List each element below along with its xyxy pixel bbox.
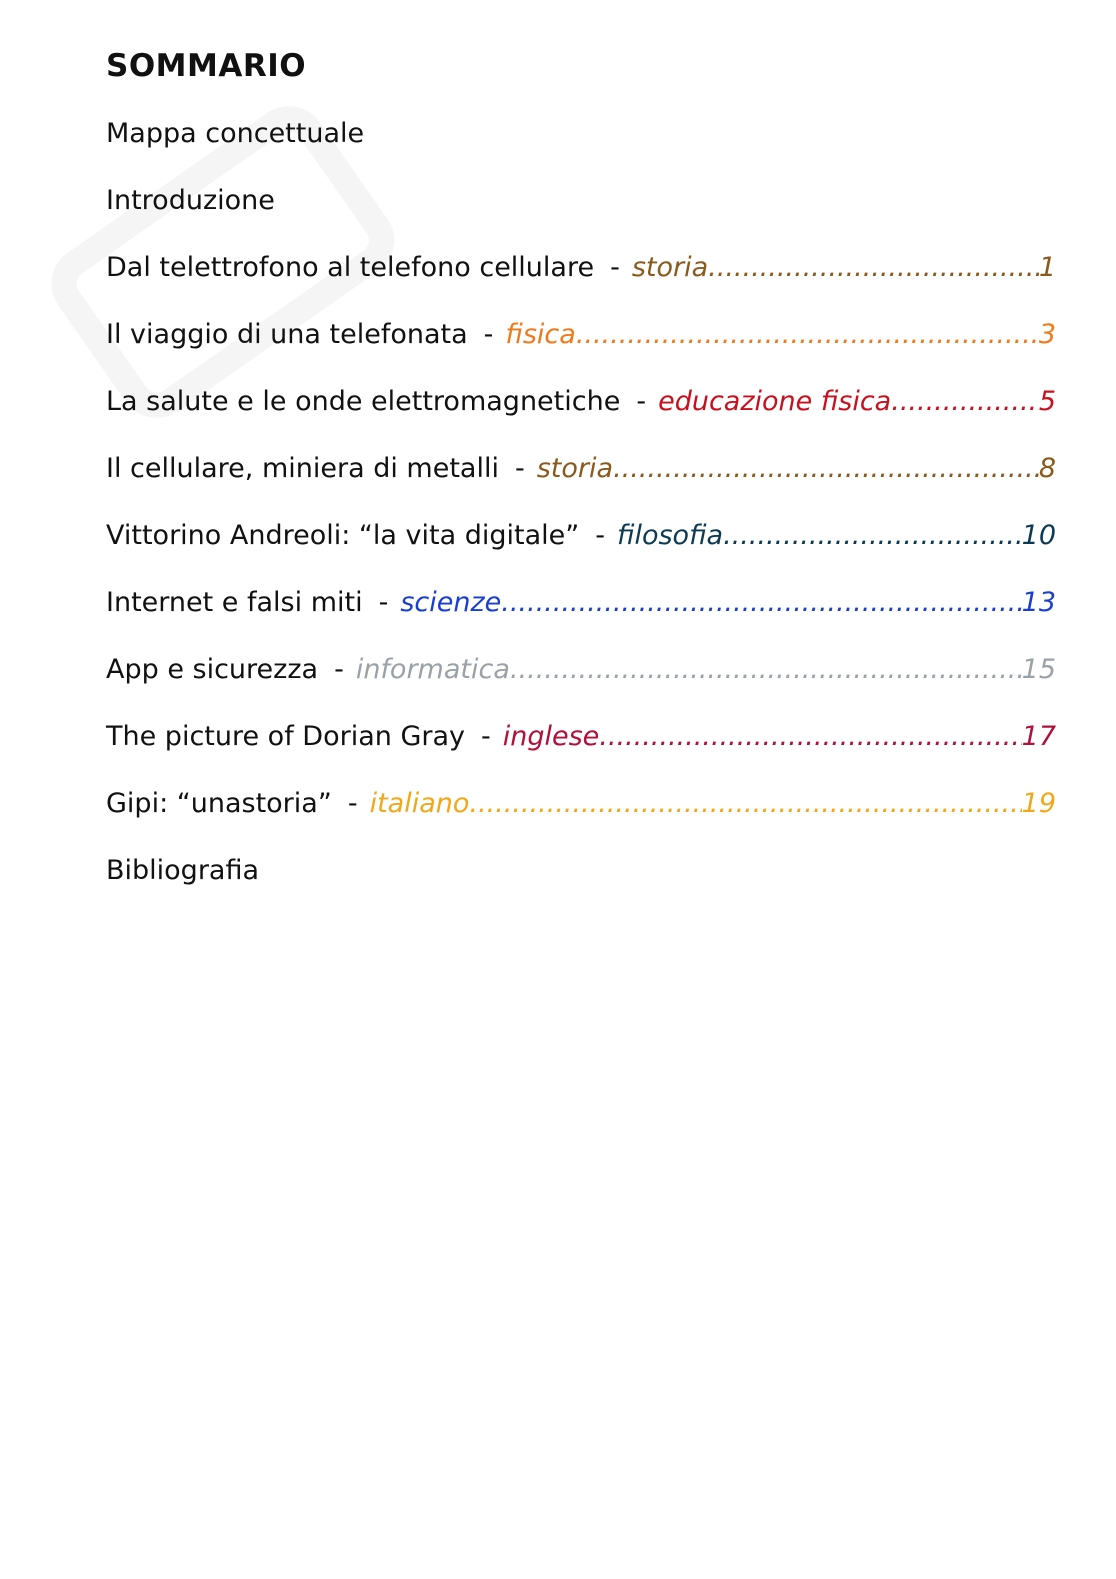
toc-entry[interactable] (106, 849, 1056, 916)
toc-entry-label: Gipi: “unastoria” (106, 788, 332, 819)
toc-entry-subject: inglese (502, 721, 600, 752)
toc-leader-dots (599, 715, 1021, 759)
toc-leader-dots (708, 246, 1039, 290)
toc-entry-separator: - (481, 721, 491, 752)
toc-entry-separator: - (483, 319, 494, 350)
toc-entry-subject: storia (536, 453, 614, 484)
toc-entry[interactable] (106, 313, 1056, 380)
toc-entry-subject: scienze (400, 587, 502, 618)
toc-entry[interactable] (106, 581, 1056, 648)
toc-entry-separator: - (378, 587, 389, 618)
toc-entry-subject: filosofia (617, 520, 724, 551)
toc-entry-separator: - (595, 520, 606, 551)
toc-entry-separator: - (334, 654, 344, 685)
toc-entry-subject: educazione fisica (658, 386, 892, 417)
toc-entry[interactable] (106, 246, 1056, 313)
toc-entry-separator: - (610, 252, 620, 283)
toc-entry[interactable] (106, 380, 1056, 447)
toc-list (106, 112, 1056, 916)
toc-entry[interactable] (106, 179, 1056, 246)
toc-entry-subject: fisica (505, 319, 576, 350)
toc-entry[interactable] (106, 514, 1056, 581)
toc-entry-label: Mappa concettuale (106, 118, 365, 149)
toc-entry-page-number: 10 (1021, 520, 1056, 551)
toc-entry-subject: storia (631, 252, 709, 283)
toc-entry-label: Dal telettrofono al telefono cellulare (106, 252, 595, 283)
toc-entry-page-number: 5 (1038, 386, 1056, 417)
toc-entry-page-number: 3 (1038, 319, 1056, 350)
toc-entry-separator: - (347, 788, 358, 819)
toc-entry-label: Il cellulare, miniera di metalli (106, 453, 499, 484)
toc-entry-subject: informatica (355, 654, 510, 685)
toc-entry-label: Introduzione (106, 185, 275, 216)
toc-entry-page-number: 13 (1021, 587, 1056, 618)
toc-entry-page-number: 15 (1021, 654, 1056, 685)
toc-entry-label: App e sicurezza (106, 654, 319, 685)
toc-entry[interactable] (106, 447, 1056, 514)
toc-entry[interactable] (106, 715, 1056, 782)
toc-leader-dots (723, 514, 1022, 558)
toc-entry-label: Internet e falsi miti (106, 587, 363, 618)
toc-entry-page-number: 1 (1038, 252, 1056, 283)
table-of-contents-page (106, 44, 1056, 916)
toc-leader-dots (613, 447, 1039, 491)
toc-leader-dots (576, 313, 1039, 357)
toc-entry-page-number: 8 (1038, 453, 1056, 484)
toc-entry-separator: - (636, 386, 647, 417)
toc-entry-label: Vittorino Andreoli: “la vita digitale” (106, 520, 580, 551)
toc-entry-label: Bibliografia (106, 855, 260, 886)
toc-entry[interactable] (106, 112, 1056, 179)
toc-entry[interactable] (106, 648, 1056, 715)
toc-entry-label: Il viaggio di una telefonata (106, 319, 468, 350)
toc-leader-dots (891, 380, 1039, 424)
toc-entry-page-number: 19 (1021, 788, 1056, 819)
toc-leader-dots (469, 782, 1021, 826)
page-title: SOMMARIO (106, 48, 307, 84)
toc-entry-label: La salute e le onde elettromagnetiche (106, 386, 621, 417)
toc-entry-separator: - (514, 453, 525, 484)
toc-leader-dots (510, 648, 1022, 692)
toc-entry-page-number: 17 (1021, 721, 1056, 752)
toc-entry-label: The picture of Dorian Gray (106, 721, 465, 752)
toc-leader-dots (501, 581, 1021, 625)
toc-entry-subject: italiano (369, 788, 470, 819)
toc-entry[interactable] (106, 782, 1056, 849)
